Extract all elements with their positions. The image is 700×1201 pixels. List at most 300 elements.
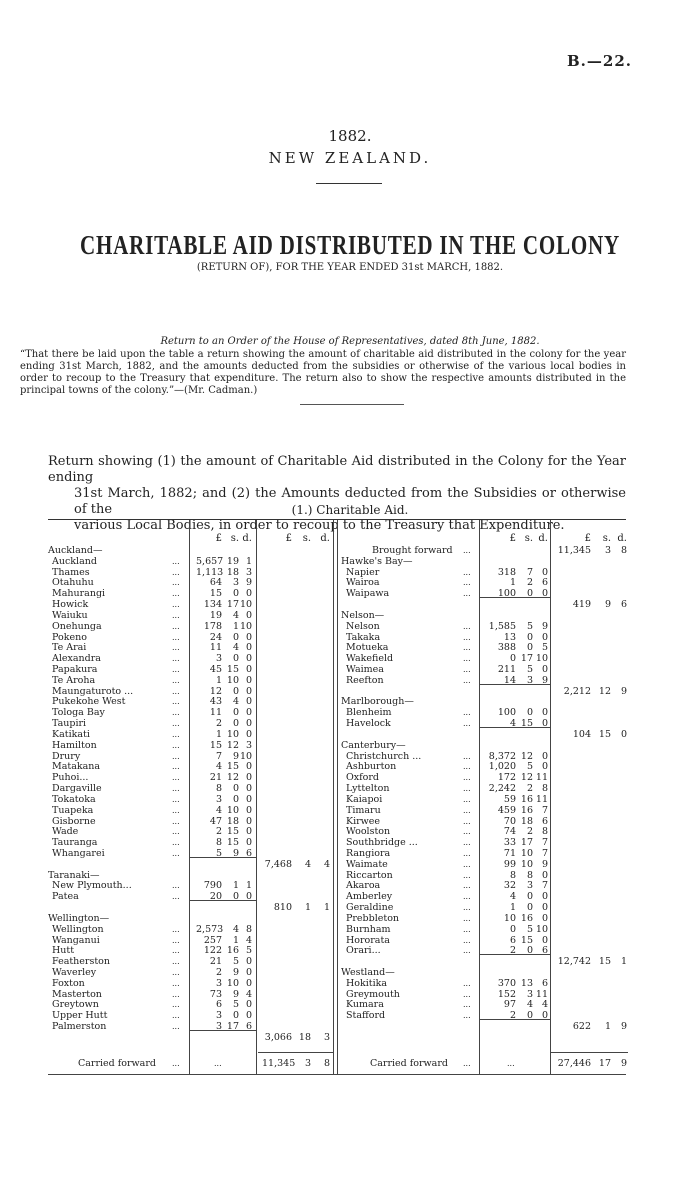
- total-rule: [258, 1052, 333, 1053]
- sum-rule: [480, 597, 551, 598]
- place-name: Otahuhu: [52, 577, 94, 589]
- amount-shillings: 18: [520, 815, 533, 827]
- amount-pence: 0: [245, 718, 252, 730]
- leader-dots: ...: [172, 567, 180, 577]
- amount-pounds: 32: [503, 880, 516, 892]
- amount-shillings: 0: [526, 945, 533, 957]
- leader-dots: ...: [172, 675, 180, 685]
- amount-pence: 6: [541, 945, 548, 957]
- amount-shillings: 17: [226, 599, 239, 611]
- carried-forward-total: 3: [304, 1058, 311, 1069]
- amount-pounds: 15: [209, 588, 222, 600]
- amount-pounds: 59: [503, 793, 516, 805]
- leader-dots: ...: [172, 556, 180, 566]
- amount-pence: 4: [541, 999, 548, 1011]
- place-name: Greytown: [52, 999, 99, 1011]
- place-name: Havelock: [346, 718, 391, 730]
- leader-dots: ...: [463, 870, 471, 880]
- table-row: [0, 805, 700, 816]
- table-row: [0, 783, 700, 794]
- place-name: Burnham: [346, 923, 391, 935]
- amount-pence: 6: [541, 977, 548, 989]
- amount-pence: 8: [541, 783, 548, 795]
- amount-pence: 0: [541, 566, 548, 578]
- place-name: Nelson—: [341, 609, 385, 621]
- amount-pounds: 8,372: [488, 750, 516, 762]
- group-row: [0, 740, 700, 751]
- amount-pence: 0: [541, 934, 548, 946]
- divider: [300, 404, 404, 405]
- amount-shillings: 0: [526, 588, 533, 600]
- leader-dots: ...: [172, 957, 180, 967]
- total-pounds: 2,212: [563, 685, 591, 697]
- place-name: Waipawa: [346, 588, 390, 600]
- amount-shillings: 15: [226, 826, 239, 838]
- amount-shillings: 1: [232, 620, 239, 632]
- amount-pounds: 2,242: [488, 783, 516, 795]
- amount-shillings: 0: [526, 631, 533, 643]
- amount-pounds: 4: [509, 891, 516, 903]
- amount-pounds: 1: [509, 577, 516, 589]
- amount-shillings: 17: [520, 653, 533, 665]
- amount-pence: 0: [245, 696, 252, 708]
- amount-pence: 0: [245, 956, 252, 968]
- amount-shillings: 0: [526, 707, 533, 719]
- amount-pounds: 10: [503, 912, 516, 924]
- leader-dots: ...: [172, 848, 180, 858]
- place-name: Te Aroha: [52, 674, 96, 686]
- amount-shillings: 3: [526, 988, 533, 1000]
- amount-pounds: 4: [509, 718, 516, 730]
- table-row: [0, 826, 700, 837]
- place-name: Reefton: [346, 674, 384, 686]
- place-name: Hawke's Bay—: [341, 555, 413, 567]
- total-pounds: 11,345: [557, 545, 591, 556]
- total-pounds: 419: [572, 599, 591, 611]
- place-name: Onehunga: [52, 620, 102, 632]
- amount-shillings: 0: [232, 588, 239, 600]
- amount-pence: 0: [541, 718, 548, 730]
- amount-pounds: 5,657: [196, 555, 224, 567]
- sum-rule: [480, 727, 551, 728]
- total-shillings: 15: [598, 956, 611, 968]
- amount-pounds: 0: [509, 923, 516, 935]
- place-name: Tokatoka: [52, 793, 96, 805]
- amount-pounds: 1,020: [488, 761, 516, 773]
- amount-shillings: 18: [226, 815, 239, 827]
- leader-dots: ...: [463, 1000, 471, 1010]
- amount-pence: 0: [541, 707, 548, 719]
- currency-header-shilling: s.: [602, 533, 611, 544]
- amount-pounds: 211: [497, 664, 516, 676]
- table-row: [0, 664, 700, 675]
- amount-pence: 0: [541, 902, 548, 914]
- amount-pence: 0: [245, 728, 252, 740]
- amount-pounds: 71: [503, 847, 516, 859]
- amount-shillings: 3: [232, 577, 239, 589]
- amount-pounds: 3: [215, 653, 222, 665]
- amount-pence: 9: [245, 577, 252, 589]
- place-name: Pokeno: [52, 631, 87, 643]
- leader-dots: ...: [214, 1059, 222, 1068]
- total-pence: 6: [620, 599, 627, 611]
- amount-pence: 0: [245, 685, 252, 697]
- column-rule: [333, 520, 334, 1074]
- leader-dots: ...: [172, 762, 180, 772]
- amount-pounds: 1: [215, 728, 222, 740]
- amount-pounds: 74: [503, 826, 516, 838]
- amount-pence: 0: [245, 631, 252, 643]
- amount-pounds: 4: [215, 761, 222, 773]
- table-row: [0, 999, 700, 1010]
- amount-pounds: 7: [215, 750, 222, 762]
- amount-pence: 11: [535, 988, 548, 1000]
- column-rule: [479, 520, 480, 1074]
- amount-pence: 0: [245, 772, 252, 784]
- currency-header-pence: d.: [538, 533, 548, 544]
- amount-shillings: 3: [526, 674, 533, 686]
- carried-forward-label: Carried forward: [370, 1058, 448, 1069]
- return-heading-line: 31st March, 1882; and (2) the Amounts deducted from the Subsidies or otherwise of the: [74, 486, 626, 517]
- order-text: “That there be laid upon the table a return showing the amount of charitable aid distributed in the colony for the year ending 31st March, 1882, and the amounts deducted from the subsidies or otherwise of the various local bodies in order to recoup to the Treasury that expenditure. The return also to show the respective amounts distributed in the principal towns of the colony.”—(Mr. Cadman.): [20, 349, 626, 396]
- total-pence: 9: [620, 1021, 627, 1033]
- amount-pounds: 64: [209, 577, 222, 589]
- table-row: [0, 545, 700, 556]
- leader-dots: ...: [172, 686, 180, 696]
- total-pounds: 810: [273, 902, 292, 914]
- amount-shillings: 0: [232, 783, 239, 795]
- amount-pence: 7: [541, 804, 548, 816]
- leader-dots: ...: [463, 805, 471, 815]
- place-name: Motueka: [346, 642, 389, 654]
- amount-pence: 4: [245, 934, 252, 946]
- total-shillings: 9: [604, 599, 611, 611]
- place-name: Wanganui: [52, 934, 100, 946]
- amount-pence: 1: [245, 880, 252, 892]
- amount-pounds: 790: [203, 880, 222, 892]
- leader-dots: ...: [463, 773, 471, 783]
- place-name: Waimate: [346, 858, 388, 870]
- leader-dots: ...: [463, 621, 471, 631]
- amount-pounds: 6: [215, 999, 222, 1011]
- currency-header-pence: d.: [242, 533, 252, 544]
- amount-pounds: 100: [497, 707, 516, 719]
- place-name: Te Arai: [52, 642, 87, 654]
- amount-pence: 11: [535, 793, 548, 805]
- leader-dots: ...: [172, 946, 180, 956]
- amount-shillings: 12: [520, 750, 533, 762]
- place-name: Howick: [52, 599, 89, 611]
- place-name: Waverley: [52, 966, 97, 978]
- total-pence: 3: [323, 1031, 330, 1043]
- table-row: [0, 567, 700, 578]
- amount-pounds: 8: [215, 837, 222, 849]
- amount-pence: 10: [535, 923, 548, 935]
- leader-dots: ...: [172, 719, 180, 729]
- amount-pounds: 134: [203, 599, 222, 611]
- amount-pence: 5: [245, 945, 252, 957]
- amount-pence: 8: [245, 923, 252, 935]
- place-name: Kumara: [346, 999, 384, 1011]
- place-name: Katikati: [52, 728, 90, 740]
- amount-shillings: 16: [520, 912, 533, 924]
- table-row: [0, 577, 700, 588]
- amount-shillings: 0: [232, 653, 239, 665]
- place-name: Hokitika: [346, 977, 388, 989]
- leader-dots: ...: [463, 859, 471, 869]
- table-row: [0, 902, 700, 913]
- currency-header-shilling: s.: [230, 533, 239, 544]
- amount-shillings: 5: [232, 956, 239, 968]
- place-name: Blenheim: [346, 707, 392, 719]
- place-name: Christchurch ...: [346, 750, 422, 762]
- place-name: Tologa Bay: [52, 707, 105, 719]
- leader-dots: ...: [172, 665, 180, 675]
- amount-pounds: 0: [509, 653, 516, 665]
- place-name: Masterton: [52, 988, 102, 1000]
- amount-shillings: 18: [226, 566, 239, 578]
- amount-shillings: 9: [232, 847, 239, 859]
- amount-pence: 9: [541, 674, 548, 686]
- amount-pence: 10: [240, 599, 253, 611]
- table-row: [0, 880, 700, 891]
- currency-header-pence: d.: [617, 533, 627, 544]
- amount-shillings: 7: [526, 566, 533, 578]
- table-row: [0, 761, 700, 772]
- leader-dots: ...: [463, 708, 471, 718]
- total-shillings: 1: [604, 1021, 611, 1033]
- amount-pounds: 1: [509, 902, 516, 914]
- leader-dots: ...: [463, 903, 471, 913]
- amount-pounds: 257: [203, 934, 222, 946]
- amount-pence: 0: [245, 588, 252, 600]
- leader-dots: ...: [172, 838, 180, 848]
- amount-pence: 1: [245, 555, 252, 567]
- subtotal-row: [0, 1021, 700, 1032]
- leader-dots: ...: [172, 578, 180, 588]
- amount-shillings: 16: [520, 793, 533, 805]
- leader-dots: ...: [463, 924, 471, 934]
- amount-shillings: 12: [520, 772, 533, 784]
- amount-pounds: 178: [203, 620, 222, 632]
- place-name: Nelson: [346, 620, 380, 632]
- amount-shillings: 9: [232, 966, 239, 978]
- group-row: [0, 696, 700, 707]
- return-heading-line: various Local Bodies, in order to recoup to the Treasury that Expenditure.: [74, 518, 565, 533]
- amount-shillings: 0: [232, 707, 239, 719]
- amount-pounds: 2,573: [196, 923, 224, 935]
- amount-shillings: 2: [526, 783, 533, 795]
- amount-pounds: 11: [209, 642, 222, 654]
- column-rule: [550, 520, 551, 1074]
- amount-pounds: 97: [503, 999, 516, 1011]
- amount-shillings: 16: [520, 804, 533, 816]
- leader-dots: ...: [507, 1059, 515, 1068]
- place-name: Dargaville: [52, 783, 102, 795]
- amount-pounds: 1,585: [488, 620, 516, 632]
- leader-dots: ...: [172, 632, 180, 642]
- amount-shillings: 12: [226, 739, 239, 751]
- leader-dots: ...: [172, 805, 180, 815]
- amount-pounds: 21: [209, 956, 222, 968]
- amount-pence: 10: [240, 750, 253, 762]
- place-name: Geraldine: [346, 902, 394, 914]
- amount-pence: 0: [245, 793, 252, 805]
- place-name: Patea: [52, 891, 79, 903]
- table-row: [0, 653, 700, 664]
- table-row: [0, 978, 700, 989]
- amount-pounds: 99: [503, 858, 516, 870]
- sum-rule: [480, 684, 551, 685]
- leader-dots: ...: [463, 546, 471, 555]
- place-name: Akaroa: [346, 880, 381, 892]
- leader-dots: ...: [463, 838, 471, 848]
- total-shillings: 3: [604, 545, 611, 556]
- place-name: Drury: [52, 750, 81, 762]
- subtotal-row: [0, 956, 700, 967]
- table-row: [0, 621, 700, 632]
- amount-pounds: 19: [209, 609, 222, 621]
- amount-pounds: 33: [503, 837, 516, 849]
- leader-dots: ...: [463, 784, 471, 794]
- place-name: Pukekohe West: [52, 696, 126, 708]
- place-name: Rangiora: [346, 847, 391, 859]
- amount-pence: 0: [245, 653, 252, 665]
- amount-pounds: 4: [215, 804, 222, 816]
- leader-dots: ...: [463, 567, 471, 577]
- amount-pence: 0: [245, 642, 252, 654]
- currency-header-pence: d.: [320, 533, 330, 544]
- amount-shillings: 0: [232, 793, 239, 805]
- amount-pence: 0: [245, 674, 252, 686]
- leader-dots: ...: [172, 740, 180, 750]
- place-name: Waiuku: [52, 609, 88, 621]
- place-name: Wairoa: [346, 577, 380, 589]
- amount-shillings: 1: [232, 934, 239, 946]
- column-rule: [256, 520, 257, 1074]
- place-name: Auckland—: [48, 545, 103, 556]
- currency-header-pound: £: [584, 533, 591, 544]
- leader-dots: ...: [172, 773, 180, 783]
- carried-forward-row: [0, 1058, 700, 1069]
- leader-dots: ...: [172, 643, 180, 653]
- place-name: Whangarei: [52, 847, 105, 859]
- amount-pounds: 11: [209, 707, 222, 719]
- amount-shillings: 16: [226, 945, 239, 957]
- place-name: Waimea: [346, 664, 384, 676]
- total-rule: [551, 1052, 628, 1053]
- place-name: Wellington: [52, 923, 104, 935]
- amount-shillings: 0: [232, 891, 239, 903]
- amount-shillings: 4: [232, 696, 239, 708]
- amount-pounds: 43: [209, 696, 222, 708]
- leader-dots: ...: [172, 1000, 180, 1010]
- amount-pounds: 2: [509, 1010, 516, 1022]
- amount-pence: 0: [541, 631, 548, 643]
- amount-shillings: 0: [526, 1010, 533, 1022]
- amount-pounds: 1,113: [196, 566, 224, 578]
- leader-dots: ...: [172, 892, 180, 902]
- amount-pence: 0: [245, 826, 252, 838]
- leader-dots: ...: [463, 989, 471, 999]
- table-row: [0, 859, 700, 870]
- leader-dots: ...: [463, 719, 471, 729]
- amount-pence: 0: [245, 804, 252, 816]
- table-row: [0, 989, 700, 1000]
- place-name: Prebbleton: [346, 912, 400, 924]
- carried-forward-total: 27,446: [557, 1058, 591, 1069]
- amount-shillings: 10: [226, 728, 239, 740]
- amount-pence: 9: [541, 858, 548, 870]
- place-name: Hororata: [346, 934, 390, 946]
- page-subtitle: (RETURN OF), FOR THE YEAR ENDED 31st MARCH, 1882.: [196, 262, 504, 273]
- amount-pence: 0: [245, 783, 252, 795]
- place-name: Greymouth: [346, 988, 400, 1000]
- country: NEW ZEALAND.: [268, 149, 432, 167]
- place-name: Hamilton: [52, 739, 97, 751]
- amount-pounds: 45: [209, 664, 222, 676]
- sum-rule: [480, 954, 551, 955]
- leader-dots: ...: [463, 1011, 471, 1021]
- table-row: [0, 913, 700, 924]
- amount-pounds: 5: [215, 847, 222, 859]
- amount-pounds: 2: [215, 826, 222, 838]
- amount-pounds: 370: [497, 977, 516, 989]
- place-name: Taranaki—: [48, 869, 100, 881]
- leader-dots: ...: [463, 578, 471, 588]
- leader-dots: ...: [463, 632, 471, 642]
- amount-pence: 5: [541, 642, 548, 654]
- table-row: [0, 632, 700, 643]
- leader-dots: ...: [172, 708, 180, 718]
- amount-pounds: 3: [215, 977, 222, 989]
- amount-pounds: 13: [503, 631, 516, 643]
- amount-pence: 0: [245, 977, 252, 989]
- amount-pence: 7: [541, 847, 548, 859]
- amount-pounds: 15: [209, 739, 222, 751]
- total-pence: 9: [620, 685, 627, 697]
- leader-dots: ...: [172, 751, 180, 761]
- leader-dots: ...: [172, 827, 180, 837]
- total-shillings: 15: [598, 728, 611, 740]
- amount-shillings: 10: [520, 858, 533, 870]
- amount-pence: 7: [541, 880, 548, 892]
- place-name: Canterbury—: [341, 739, 406, 751]
- total-shillings: 18: [298, 1031, 311, 1043]
- place-name: Wade: [52, 826, 79, 838]
- place-name: Marlborough—: [341, 696, 414, 708]
- place-name: Alexandra: [52, 653, 101, 665]
- amount-pounds: 12: [209, 685, 222, 697]
- carried-forward-total: 17: [598, 1058, 611, 1069]
- table-row: [0, 772, 700, 783]
- place-name: Ashburton: [346, 761, 397, 773]
- amount-pounds: 8: [215, 783, 222, 795]
- amount-pounds: 459: [497, 804, 516, 816]
- place-name: Puhoi...: [52, 772, 89, 784]
- currency-header-pound: £: [509, 533, 516, 544]
- place-name: Papakura: [52, 664, 98, 676]
- amount-pence: 0: [245, 891, 252, 903]
- amount-shillings: 0: [232, 718, 239, 730]
- place-name: Tauranga: [52, 837, 98, 849]
- leader-dots: ...: [463, 816, 471, 826]
- amount-pence: 10: [535, 653, 548, 665]
- amount-shillings: 17: [520, 837, 533, 849]
- amount-pence: 0: [541, 588, 548, 600]
- amount-pounds: 122: [203, 945, 222, 957]
- amount-pounds: 2: [215, 966, 222, 978]
